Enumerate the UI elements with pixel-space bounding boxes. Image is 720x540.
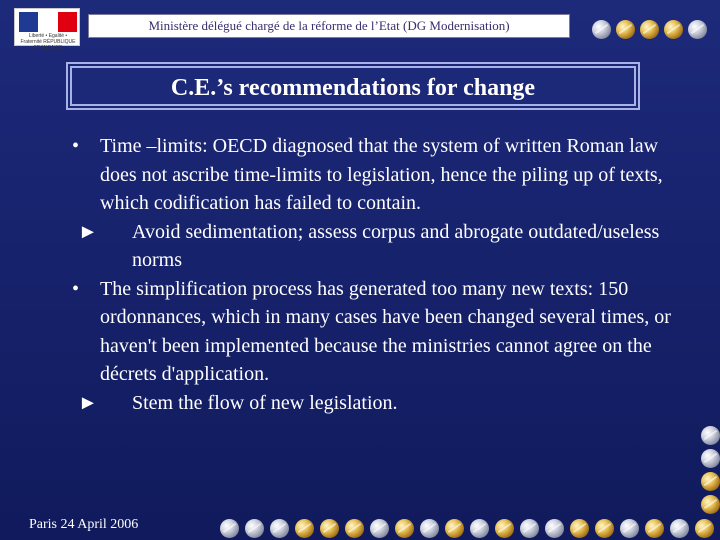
decorative-ball-icon	[545, 519, 564, 538]
slide-title: C.E.’s recommendations for change	[70, 66, 636, 106]
decorative-ball-icon	[664, 20, 683, 39]
sub-point-text: Avoid sedimentation; assess corpus and abrogate outdated/useless norms	[132, 220, 660, 271]
footer-date: Paris 24 April 2006	[29, 517, 139, 532]
decorative-ball-icon	[695, 519, 714, 538]
decorative-ball-icon	[595, 519, 614, 538]
decorative-ball-icon	[701, 495, 720, 514]
decorative-ball-icon	[616, 20, 635, 39]
slide-body	[72, 132, 692, 417]
decorative-ball-icon	[345, 519, 364, 538]
bullet-item	[72, 132, 692, 218]
decorative-ball-icon	[670, 519, 689, 538]
decorative-ball-icon	[470, 519, 489, 538]
arrow-icon: ►	[78, 220, 98, 243]
decorative-ball-icon	[620, 519, 639, 538]
decorative-ball-icon	[592, 20, 611, 39]
sub-point-text: Stem the flow of new legislation.	[132, 391, 398, 414]
bullet-text: The simplification process has generated too many new texts: 150 ordonnances, which in many cases have been changed several times, or haven't been implemented because the ministries cannot agree on the décrets d'application.	[100, 277, 671, 385]
decorative-ball-icon	[570, 519, 589, 538]
decorative-ball-icon	[701, 472, 720, 491]
decorative-ball-icon	[270, 519, 289, 538]
decorative-ball-icon	[688, 20, 707, 39]
bullet-text: Time –limits: OECD diagnosed that the system of written Roman law does not ascribe time-limits to legislation, hence the piling up of texts, which codification has failed to contain.	[100, 135, 663, 214]
bullet-item	[72, 275, 692, 389]
decorative-ball-icon	[701, 449, 720, 468]
decorative-ball-icon	[320, 519, 339, 538]
logo-motto: Liberté • Égalité • Fraternité RÉPUBLIQUE FRANÇAISE	[20, 33, 76, 51]
decorative-ball-icon	[245, 519, 264, 538]
decorative-ball-icon	[445, 519, 464, 538]
decorative-ball-icon	[640, 20, 659, 39]
decorative-ball-icon	[520, 519, 539, 538]
republique-francaise-logo	[14, 8, 80, 51]
decorative-ball-icon	[220, 519, 239, 538]
bullet-marker: •	[72, 277, 80, 300]
decorative-ball-icon	[420, 519, 439, 538]
decorative-ball-icon	[395, 519, 414, 538]
sub-point	[78, 218, 692, 275]
decorative-ball-icon	[370, 519, 389, 538]
decorative-ball-icon	[495, 519, 514, 538]
sub-point	[78, 389, 692, 418]
arrow-icon: ►	[78, 391, 98, 414]
decorative-ball-icon	[645, 519, 664, 538]
bullet-marker: •	[72, 135, 80, 157]
french-flag-icon	[19, 12, 77, 32]
decorative-ball-icon	[701, 426, 720, 445]
decorative-ball-icon	[295, 519, 314, 538]
ministry-banner: Ministère délégué chargé de la réforme de l’Etat (DG Modernisation)	[88, 14, 570, 38]
